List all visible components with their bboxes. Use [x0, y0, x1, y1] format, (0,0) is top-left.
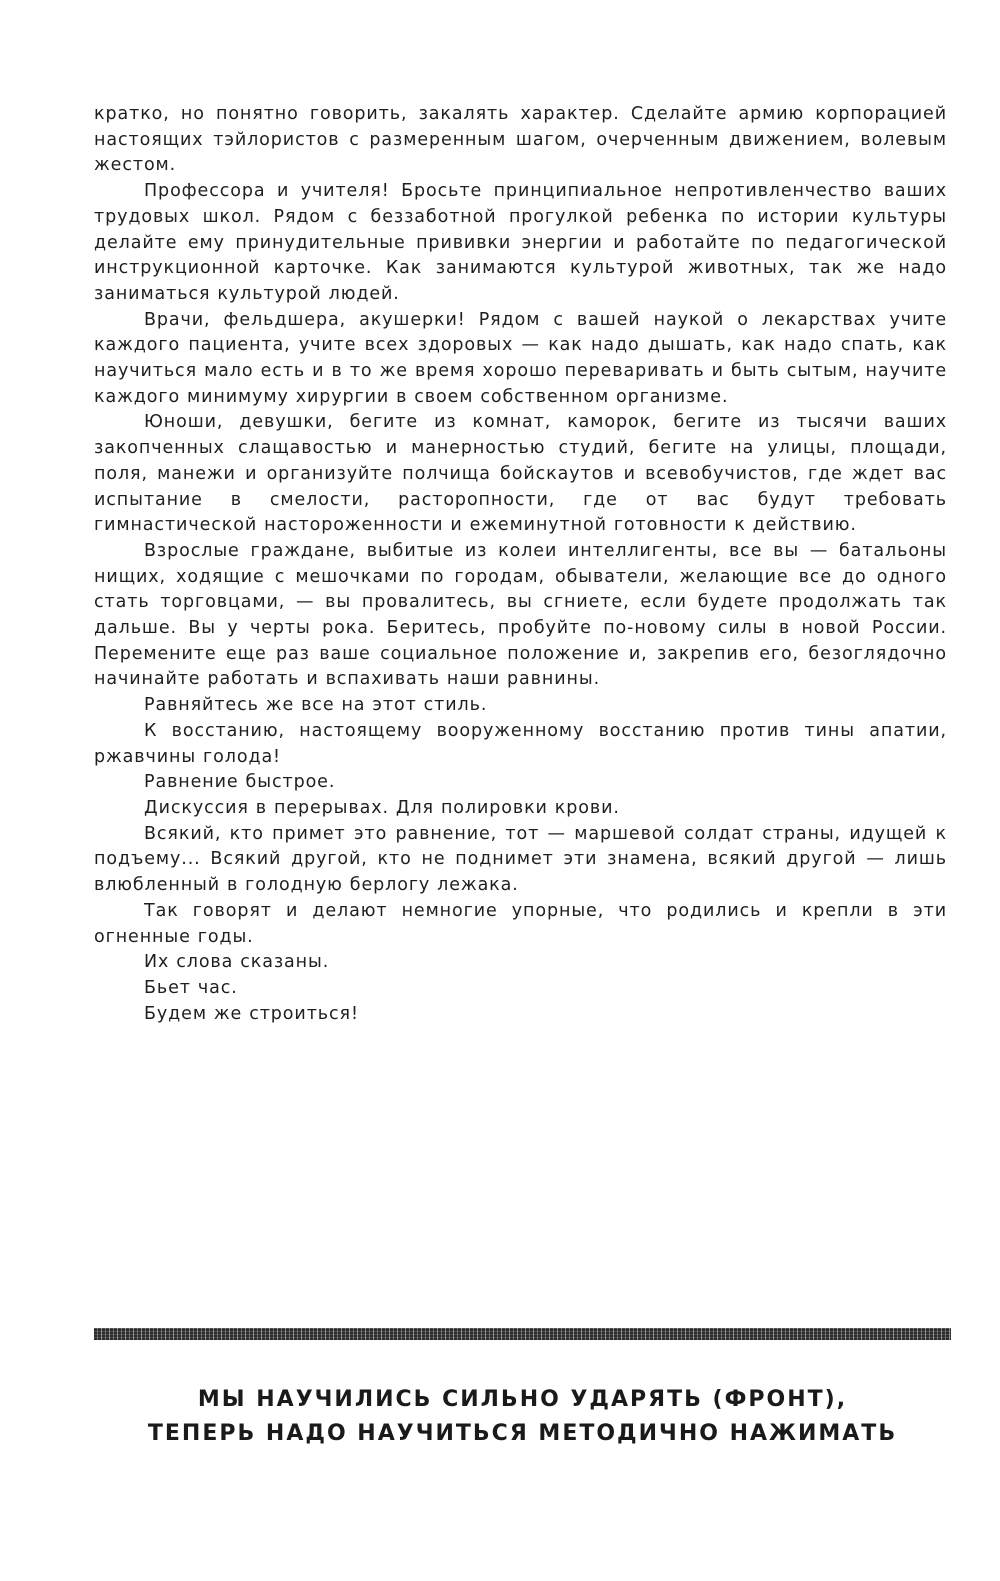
paragraph-3: Врачи, фельдшера, акушерки! Рядом с вашей наукой о лекарствах учите каждого пациента, учите всех здоровых — как надо дышать, как надо спать, как научиться мало есть и в то же время хорошо переваривать и быть сытым, научите каждого минимуму хирургии в своем собственном организме.: [94, 309, 947, 407]
paragraph-14: Будем же строиться!: [144, 1003, 359, 1024]
paragraph-10: Всякий, кто примет это равнение, тот — маршевой солдат страны, идущей к подъему... Всякий другой, кто не поднимет эти знамена, всякий другой — лишь влюбленный в голодную берлогу лежака.: [94, 823, 947, 896]
paragraph-11: Так говорят и делают немногие упорные, что родились и крепли в эти огненные годы.: [94, 900, 947, 947]
slogan-line-2: ТЕПЕРЬ НАДО НАУЧИТЬСЯ МЕТОДИЧНО НАЖИМАТЬ: [147, 1421, 898, 1446]
decorative-rule: [94, 1328, 951, 1340]
paragraph-8: Равнение быстрое.: [144, 772, 336, 793]
paragraph-2: Профессора и учителя! Бросьте принципиальное непротивленчество ваших трудовых школ. Рядом с беззаботной прогулкой ребенка по истории культуры делайте ему принудительные прививки энергии и работайте по педагогической инструкционной карточке. Как занимаются культурой животных, так же надо заниматься культурой людей.: [94, 181, 947, 304]
paragraph-7: К восстанию, настоящему вооруженному восстанию против тины апатии, ржавчины голода!: [94, 720, 947, 767]
paragraph-9: Дискуссия в перерывах. Для полировки крови.: [144, 797, 620, 818]
paragraph-12: Их слова сказаны.: [144, 952, 330, 973]
paragraph-5: Взрослые граждане, выбитые из колеи интеллигенты, все вы — батальоны нищих, ходящие с мешочками по городам, обыватели, желающие все до одного стать торговцами, — вы провалитесь, вы сгниете, если будете продолжать так дальше. Вы у черты рока. Беритесь, пробуйте по-новому силы в новой России. Перемените еще раз ваше социальное положение и, закрепив его, безоглядочно начинайте работать и вспахивать наши равнины.: [94, 540, 947, 690]
decorative-rule-texture: [94, 1328, 951, 1340]
slogan: [94, 1383, 951, 1451]
paragraph-1: кратко, но понятно говорить, закалять характер. Сделайте армию корпорацией настоящих тэйлористов с размеренным шагом, очерченным движением, волевым жестом.: [94, 104, 947, 176]
paragraph-4: Юноши, девушки, бегите из комнат, каморок, бегите из тысячи ваших закопченных слащавостью и манерностью студий, бегите на улицы, площади, поля, манежи и организуйте полчища бойскаутов и всевобучистов, где ждет вас испытание в смелости, расторопности, где от вас будут требовать гимнастической настороженности и ежеминутной готовности к действию.: [94, 412, 947, 536]
body-text: [94, 102, 947, 1027]
paragraph-6: Равняйтесь же все на этот стиль.: [144, 695, 488, 716]
paragraph-13: Бьет час.: [144, 977, 238, 998]
slogan-line-1: МЫ НАУЧИЛИСЬ СИЛЬНО УДАРЯТЬ (ФРОНТ),: [197, 1387, 848, 1412]
